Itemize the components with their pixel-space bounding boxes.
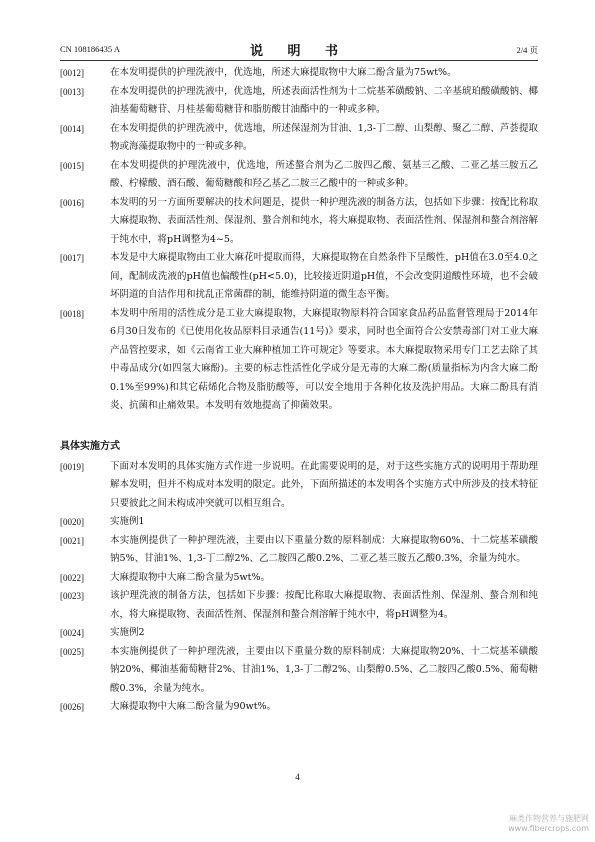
paragraph-number: [0020] [60, 517, 84, 527]
paragraph-text: 本实施例提供了一种护理洗液，主要由以下重量分数的原料制成：大麻提取物60%、十二烷基苯磺酸钠5%、甘油1%、1,3-丁二醇2%、乙二胺四乙酸0.2%、二亚乙基三胺五乙酸0.3%，余量为纯水。 [110, 534, 538, 564]
paragraph [60, 587, 538, 624]
paragraph-gap [60, 416, 538, 426]
paragraph-text: 实施例2 [110, 627, 145, 638]
section-title: 具体实施方式 [60, 440, 120, 452]
paragraph [60, 698, 538, 717]
paragraph-number: [0013] [60, 86, 84, 97]
paragraph-text: 在本发明提供的护理洗液中，优选地，所述表面活性剂为十二烷基苯磺酸钠、二辛基琥珀酸磺酸钠、椰油基葡萄糖苷、月桂基葡萄糖苷和脂肪酸甘油酯中的一种或多种。 [110, 85, 538, 115]
paragraph-text: 本发是中大麻提取物由工业大麻花叶提取而得，大麻提取物在自然条件下呈酸性，pH值在3.0至4.0之间，配制成洗液的pH值也偏酸性(pH<5.0)，比较接近阴道pH值，不会改变阴道酸性环境，也不会破坏阴道的自洁作用和扰乱正常菌群的制，能维持阴道的微生态平衡。 [110, 252, 538, 300]
paragraph-text: 该护理洗液的制备方法，包括如下步骤：按配比称取大麻提取物、表面活性剂、保湿剂、螯合剂和纯水，将大麻提取物、表面活性剂、保湿剂和螯合剂溶解于纯水中，将pH调整为4。 [110, 590, 538, 620]
paragraph-group-bottom [60, 458, 538, 717]
paragraph [60, 83, 538, 120]
paragraph-number: [0018] [60, 308, 84, 319]
paragraph [60, 305, 538, 416]
paragraph-group-top [60, 64, 538, 416]
page-header [60, 40, 538, 60]
page-number: 4 [295, 772, 300, 782]
watermark-line-1: 麻类作物营养与施肥网 [509, 814, 589, 823]
paragraph-text: 下面对本发明的具体实施方式作进一步说明。在此需要说明的是，对于这些实施方式的说明用于帮助理解本发明，但并不构成对本发明的限定。此外，下面所描述的本发明各个实施方式中所涉及的技术特征只要彼此之间未构成冲突就可以相互组合。 [110, 460, 538, 509]
paragraph [60, 532, 538, 569]
paragraph-text: 本发明的另一方面所要解决的技术问题是，提供一种护理洗液的制备方法，包括如下步骤：按配比称取大麻提取物、表面活性剂、保湿剂、螯合剂和纯水，将大麻提取物、表面活性剂、保湿剂和螯合剂溶解于纯水中，将pH调整为4~5。 [110, 196, 538, 245]
watermark-line-2: www.fibercrops.com [508, 824, 589, 833]
paragraph-text: 实施例1 [110, 516, 145, 527]
paragraph-number: [0026] [60, 702, 84, 712]
paragraph-number: [0016] [60, 197, 84, 208]
paragraph-text: 在本发明提供的护理洗液中，优选地，所述大麻提取物中大麻二酚含量为75wt%。 [110, 67, 457, 78]
patent-number: CN 108186435 A [60, 44, 120, 54]
document-title: 说 明 书 [249, 44, 349, 59]
paragraph-text: 本实施例提供了一种护理洗液，主要由以下重量分数的原料制成：大麻提取物20%、十二烷基苯磺酸钠20%、椰油基葡萄糖苷2%、甘油1%、1,3-丁二醇2%、山梨醇0.5%、乙二胺四乙酸0.5%、葡萄糖酸0.3%，余量为纯水。 [110, 645, 538, 694]
paragraph [60, 249, 538, 305]
paragraph-number: [0022] [60, 572, 84, 583]
paragraph-text: 在本发明提供的护理洗液中，优选地，所述保湿剂为甘油、1,3-丁二醇、山梨醇、聚乙二醇、芦荟提取物或海藻提取物中的一种或多种。 [110, 122, 538, 152]
paragraph-number: [0015] [60, 160, 84, 171]
paragraph [60, 643, 538, 699]
paragraph-number: [0017] [60, 253, 84, 263]
paragraph-text: 大麻提取物中大麻二酚含量为90wt%。 [110, 701, 277, 712]
paragraph-number: [0023] [60, 591, 84, 601]
paragraph [60, 458, 538, 514]
paragraph [60, 624, 538, 643]
paragraph-text: 大麻提取物中大麻二酚含量为5wt%。 [110, 571, 271, 583]
paragraph-text: 本发明中所用的活性成分是工业大麻提取物，大麻提取物原料符合国家食品药品监督管理局于2014年6月30日发布的《已使用化妆品原料目录通告(11号)》要求，同时也全面符合公安禁毒部门对工业大麻产品管控要求，如《云南省工业大麻种植加工许可规定》等要求。本大麻提取物采用专门工艺去除了其中毒品成分(如四氢大麻酚)。主要的标志性活性化学成分是无毒的大麻二酚(质量指标为内含大麻二酚0.1%至99%)和其它萜烯化合物及脂肪酸等，可以安全地用于各种化妆及洗护用品。大麻二酚具有消炎、抗菌和止痛效果。本发明有效地提高了抑菌效果。 [110, 307, 538, 411]
paragraph [60, 513, 538, 532]
paragraph-number: [0012] [60, 68, 84, 78]
paragraph [60, 569, 538, 588]
paragraph-number: [0014] [60, 123, 84, 134]
paragraph [60, 120, 538, 157]
paragraph-number: [0025] [60, 646, 84, 657]
header-rule [60, 60, 538, 61]
paragraph-number: [0019] [60, 461, 84, 472]
page-of-indicator: 2/4 页 [516, 45, 538, 55]
paragraph [60, 157, 538, 194]
paragraph [60, 194, 538, 250]
paragraph [60, 64, 538, 83]
paragraph-number: [0021] [60, 535, 84, 546]
site-watermark [469, 814, 589, 834]
paragraph-number: [0024] [60, 628, 84, 638]
document-body [60, 64, 538, 717]
paragraph-text: 在本发明提供的护理洗液中，优选地，所述螯合剂为乙二胺四乙酸、氨基三乙酸、二亚乙基三胺五乙酸、柠檬酸、酒石酸、葡萄糖酸和羟乙基乙二胺三乙酸中的一种或多种。 [110, 159, 538, 189]
